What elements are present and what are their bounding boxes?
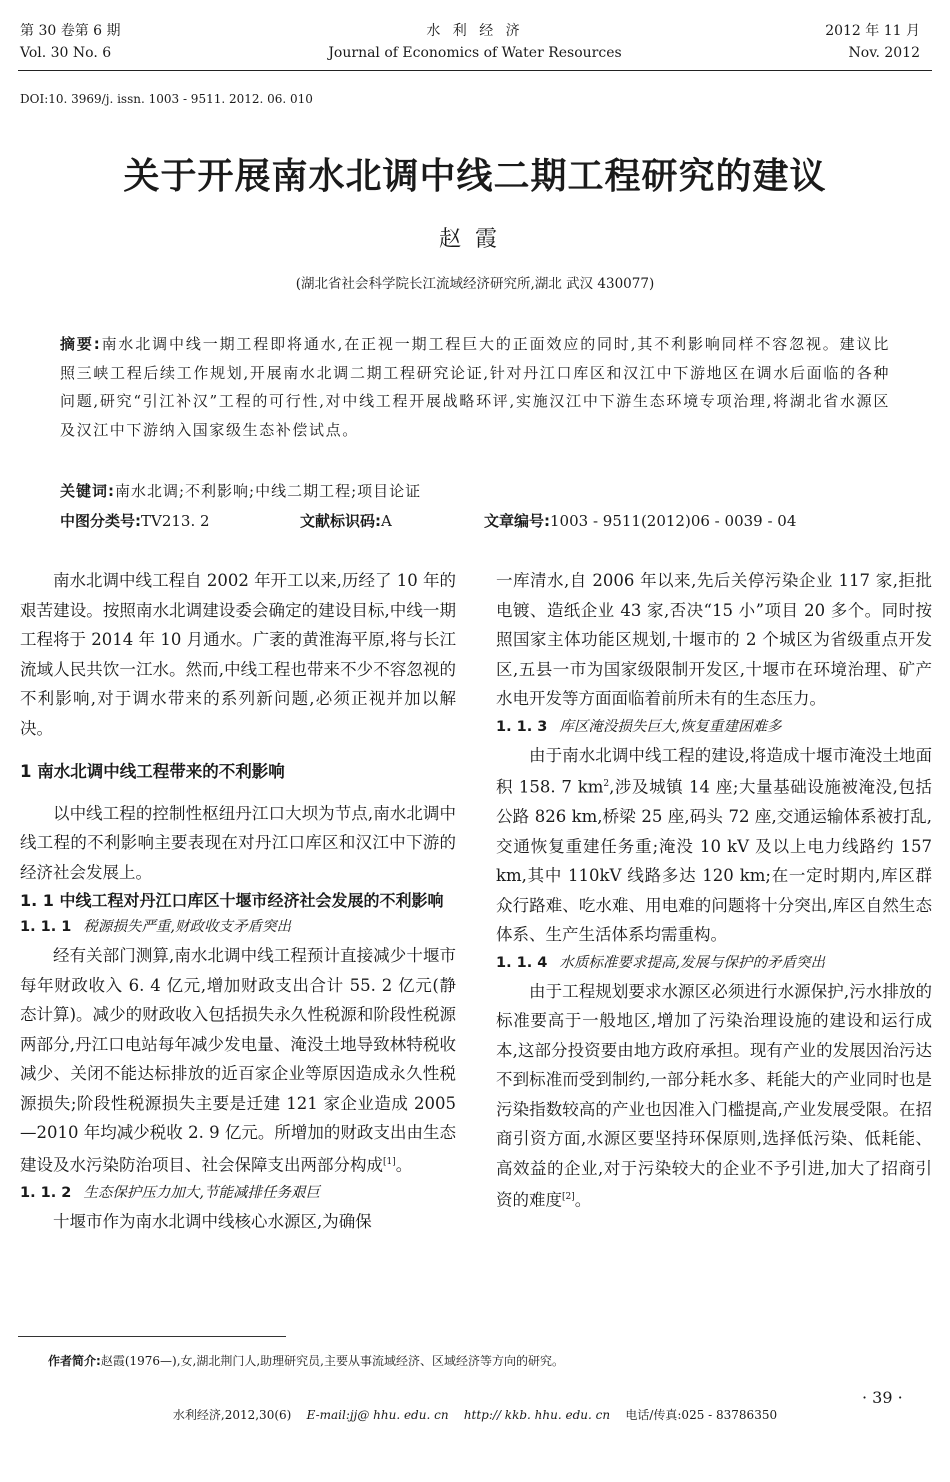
page-number: · 39 · <box>862 1388 903 1407</box>
section-1-1-2-paragraph: 十堰市作为南水北调中线核心水源区,为确保 <box>53 1211 372 1231</box>
citation-1: [1] <box>383 1156 396 1167</box>
section-1-1-4-number: 1. 1. 4 <box>496 954 548 971</box>
article-author: 赵霞 <box>438 227 511 252</box>
footnote-text: 赵霞(1976—),女,湖北荆门人,助理研究员,主要从事流域经济、区域经济等方向的研究。 <box>100 1354 564 1368</box>
header-volume-en: Vol. 30 No. 6 <box>20 45 112 61</box>
s111-text: 经有关部门测算,南水北调中线工程预计直接减少十堰市每年财政收入 6. 4 亿元,增加财政支出合计 55. 2 亿元(静态计算)。减少的财政收入包括损失永久性税源和阶段性税源两部分,丹江口电站每年减少发电量、淹没土地导致林特税收减少、关闭不能达标排放的近百家企业等原因造成永久性税源损失;阶段性税源损失主要是迁建 121 家企业造成 2005—2010 年均减少税收 2. 9 亿元。所增加的财政支出由生态建设及水污染防治项目、社会保障支出两部分构成 <box>20 946 456 1174</box>
keywords <box>60 480 890 501</box>
article-number <box>484 510 796 531</box>
s113-text-a: 由于南水北调中线工程的建设,将造成十堰市淹没土地面积 158. 7 km <box>496 745 932 797</box>
article-title: 关于开展南水北调中线二期工程研究的建议 <box>123 155 827 197</box>
header-date-en: Nov. 2012 <box>848 45 920 61</box>
document-code <box>300 510 392 531</box>
bottom-email: E-mail:jj@ hhu. edu. cn <box>306 1408 449 1422</box>
right-column <box>496 566 932 1215</box>
section-1-1-3-number: 1. 1. 3 <box>496 718 548 735</box>
continued-paragraph: 一库清水,自 2006 年以来,先后关停污染企业 117 家,拒批电镀、造纸企业 43 家,否决“15 小”项目 20 多个。同时按照国家主体功能区规划,十堰市的 2 个城区为省级重点开发区,五县一市为国家级限制开发区,十堰市在环境治理、矿产水电开发等方面面临着前所未有的生态压力。 <box>496 571 932 708</box>
section-1-1-3-paragraph <box>496 741 932 950</box>
bottom-contact-line <box>0 1406 950 1423</box>
bottom-website: http:// kkb. hhu. edu. cn <box>463 1408 611 1422</box>
header-journal-cn: 水 利 经 济 <box>426 23 524 39</box>
doccode-value: A <box>381 512 392 530</box>
author-affiliation: (湖北省社会科学院长江流域经济研究所,湖北 武汉 430077) <box>295 276 655 292</box>
section-1-1-4-title: 水质标准要求提高,发展与保护的矛盾突出 <box>559 954 825 971</box>
header-date-cn: 2012 年 11 月 <box>825 23 920 39</box>
section-1-1-3-heading <box>496 714 932 741</box>
clc-value: TV213. 2 <box>141 512 210 530</box>
article-number-label: 文章编号: <box>484 512 550 530</box>
header-journal-en: Journal of Economics of Water Resources <box>328 45 622 61</box>
section-1-1-4-paragraph <box>496 977 932 1216</box>
section-1-paragraph: 以中线工程的控制性枢纽丹江口大坝为节点,南水北调中线工程的不利影响主要表现在对丹江口库区和汉江中下游的经济社会发展上。 <box>20 803 456 882</box>
running-header-right <box>825 20 920 64</box>
section-1-1-1-title: 税源损失严重,财政收支矛盾突出 <box>83 919 291 935</box>
bottom-journal: 水利经济,2012,30(6) <box>172 1408 292 1422</box>
intro-paragraph: 南水北调中线工程自 2002 年开工以来,历经了 10 年的艰苦建设。按照南水北调建设委会确定的建设目标,中线一期工程将于 2014 年 10 月通水。广袤的黄淮海平原,将与长江流域人民共饮一江水。然而,中线工程也带来不少不容忽视的不利影响,对于调水带来的系列新问题,必须正视并加以解决。 <box>20 571 456 738</box>
header-volume-cn: 第 30 卷第 6 期 <box>20 23 121 39</box>
keywords-text: 南水北调;不利影响;中线二期工程;项目论证 <box>115 482 422 500</box>
section-1-1-2-number: 1. 1. 2 <box>20 1184 72 1201</box>
citation-2: [2] <box>562 1192 575 1202</box>
bottom-phone: 电话/传真:025 - 83786350 <box>625 1408 778 1422</box>
footnote-label: 作者简介: <box>48 1354 101 1368</box>
section-1-1-4-heading <box>496 950 932 977</box>
doccode-label: 文献标识码: <box>300 512 381 530</box>
section-1-1-2-title: 生态保护压力加大,节能减排任务艰巨 <box>83 1184 320 1201</box>
section-1-1-1-paragraph <box>20 941 456 1180</box>
doi-line: DOI:10. 3969/j. issn. 1003 - 9511. 2012. 06. 010 <box>20 92 313 106</box>
abstract-text: 南水北调中线一期工程即将通水,在正视一期工程巨大的正面效应的同时,其不利影响同样不容忽视。建议比照三峡工程后续工作规划,开展南水北调二期工程研究论证,针对丹江口库区和汉江中下游地区在调水后面临的各种问题,研究“引江补汉”工程的可行性,对中线工程开展战略环评,实施汉江中下游生态环境专项治理,将湖北省水源区及汉江中下游纳入国家级生态补偿试点。 <box>60 335 890 439</box>
section-1-1-1-number: 1. 1. 1 <box>20 919 72 935</box>
km-squared-superscript: 2 <box>603 779 610 789</box>
author-footnote <box>48 1352 564 1369</box>
abstract-label: 摘要: <box>60 335 102 353</box>
s114-text: 由于工程规划要求水源区必须进行水源保护,污水排放的标准要高于一般地区,增加了污染治理设施的建设和运行成本,这部分投资要由地方政府承担。现有产业的发展因治污达不到标准而受到制约,一部分耗水多、耗能大的产业同时也是污染指数较高的产业也因准入门槛提高,产业发展受限。在招商引资方面,水源区要坚持环保原则,选择低污染、低耗能、高效益的企业,对于污染较大的企业不予引进,加大了招商引资的难度 <box>496 981 932 1210</box>
abstract <box>60 330 890 444</box>
running-header-center <box>0 20 950 64</box>
section-1-heading: 1 南水北调中线工程带来的不利影响 <box>20 762 285 781</box>
clc-number <box>60 510 210 531</box>
footnote-rule <box>18 1336 286 1337</box>
s113-text-b: ,涉及城镇 14 座;大量基础设施被淹没,包括公路 826 km,桥梁 25 座,码头 72 座,交通运输体系被打乱,交通恢复重建任务重;淹没 10 kV 及以上电力线路约 157 km,其中 110kV 线路多达 120 km;在一定时期内,库区群众行路难、吃水难、用电难的问题将十分突出,库区自然生态体系、生产生活体系均需重构。 <box>496 777 932 944</box>
section-1-1-1-heading <box>20 914 456 941</box>
left-column <box>20 566 456 1236</box>
section-1-1-2-heading <box>20 1180 456 1207</box>
section-1-1-heading: 1. 1 中线工程对丹江口库区十堰市经济社会发展的不利影响 <box>20 891 444 910</box>
header-rule <box>18 70 932 71</box>
keywords-label: 关键词: <box>60 482 115 500</box>
s114-end: 。 <box>574 1190 592 1210</box>
section-1-1-3-title: 库区淹没损失巨大,恢复重建困难多 <box>559 718 782 735</box>
clc-label: 中图分类号: <box>60 512 141 530</box>
article-number-value: 1003 - 9511(2012)06 - 0039 - 04 <box>550 512 797 530</box>
s111-end: 。 <box>395 1155 413 1174</box>
